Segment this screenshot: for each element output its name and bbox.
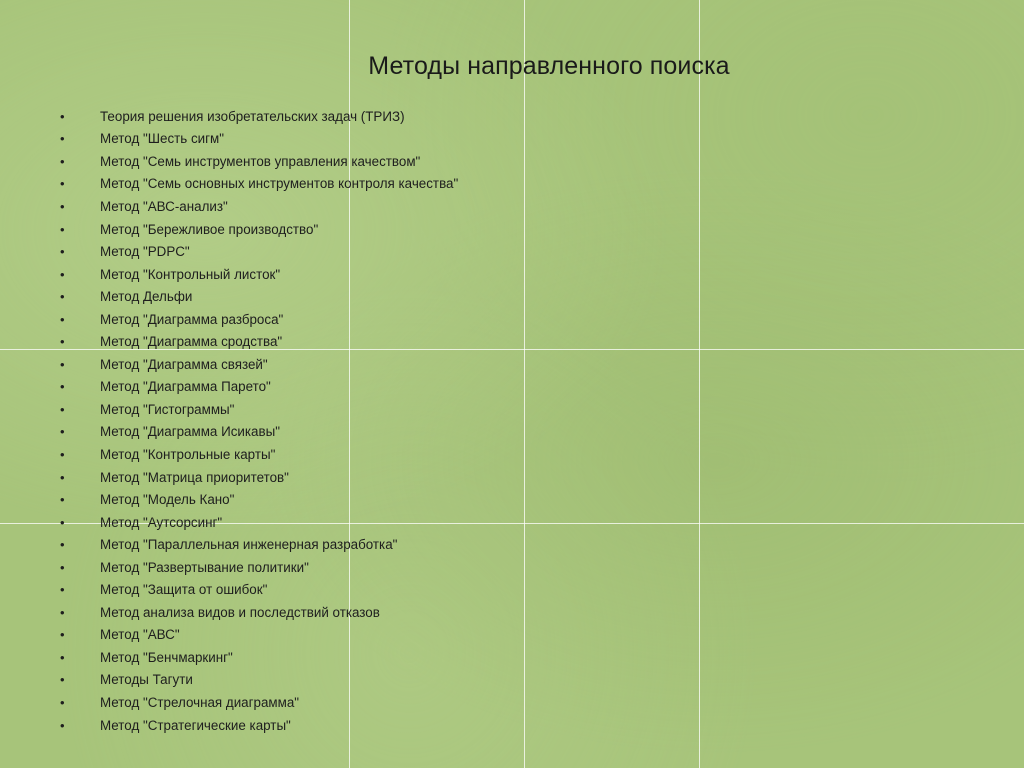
- list-item-text: Метод "Гистограммы": [100, 401, 235, 417]
- bullet-icon: •: [60, 492, 65, 508]
- list-item-text: Теория решения изобретательских задач (ТРИЗ): [100, 108, 405, 124]
- list-item-text: Метод "Диаграмма разброса": [100, 311, 284, 327]
- list-item: [60, 511, 458, 534]
- list-item-text: Метод "Бенчмаркинг": [100, 649, 233, 665]
- list-item: [60, 105, 458, 128]
- bullet-icon: •: [60, 356, 65, 372]
- list-item: [60, 240, 458, 263]
- list-item: [60, 308, 458, 331]
- list-item: [60, 376, 458, 399]
- list-item: [60, 150, 458, 173]
- list-item-text: Метод "Защита от ошибок": [100, 582, 268, 598]
- list-item-text: Метод "Бережливое производство": [100, 221, 319, 237]
- list-item-text: Метод "Аутсорсинг": [100, 514, 223, 530]
- list-item-text: Метод анализа видов и последствий отказов: [100, 604, 380, 620]
- bullet-icon: •: [60, 649, 65, 665]
- list-item-text: Метод "Семь основных инструментов контроля качества": [100, 176, 459, 192]
- bullet-icon: •: [60, 537, 65, 553]
- bullet-icon: •: [60, 108, 65, 124]
- list-item-text: Метод "Стрелочная диаграмма": [100, 694, 300, 710]
- list-item: [60, 669, 458, 692]
- list-item: [60, 218, 458, 241]
- bullet-icon: •: [60, 627, 65, 643]
- list-item-text: Метод "АВС": [100, 627, 180, 643]
- list-item-text: Метод "Диаграмма связей": [100, 356, 268, 372]
- list-item: [60, 195, 458, 218]
- bullet-icon: •: [60, 446, 65, 462]
- slide-title: Методы направленного поиска: [368, 52, 730, 80]
- bullet-icon: •: [60, 198, 65, 214]
- bullet-icon: •: [60, 379, 65, 395]
- list-item: [60, 128, 458, 151]
- bullet-icon: •: [60, 153, 65, 169]
- bullet-icon: •: [60, 604, 65, 620]
- bullet-icon: •: [60, 334, 65, 350]
- list-item: [60, 443, 458, 466]
- list-item-text: Метод "Шесть сигм": [100, 131, 224, 147]
- list-item: [60, 578, 458, 601]
- bullet-icon: •: [60, 694, 65, 710]
- list-item: [60, 691, 458, 714]
- list-item-text: Метод "АВС-анализ": [100, 198, 228, 214]
- bullet-icon: •: [60, 672, 65, 688]
- list-item-text: Метод "Матрица приоритетов": [100, 469, 289, 485]
- list-item: [60, 285, 458, 308]
- bullet-icon: •: [60, 559, 65, 575]
- list-item-text: Методы Тагути: [100, 672, 193, 688]
- bullet-icon: •: [60, 289, 65, 305]
- list-item-text: Метод "Семь инструментов управления качеством": [100, 153, 421, 169]
- list-item-text: Метод "Стратегические карты": [100, 717, 291, 733]
- bullet-icon: •: [60, 221, 65, 237]
- list-item: [60, 601, 458, 624]
- list-item-text: Метод "Контрольные карты": [100, 446, 276, 462]
- bullet-icon: •: [60, 311, 65, 327]
- list-item: [60, 556, 458, 579]
- methods-list: [60, 105, 458, 736]
- list-item: [60, 421, 458, 444]
- grid-line-vertical: [524, 0, 525, 768]
- list-item-text: Метод "PDPC": [100, 244, 190, 260]
- list-item-text: Метод "Диаграмма Исикавы": [100, 424, 280, 440]
- list-item-text: Метод Дельфи: [100, 289, 193, 305]
- list-item: [60, 533, 458, 556]
- bullet-icon: •: [60, 717, 65, 733]
- list-item: [60, 624, 458, 647]
- grid-line-vertical: [699, 0, 700, 768]
- list-item-text: Метод "Диаграмма Парето": [100, 379, 271, 395]
- list-item-text: Метод "Параллельная инженерная разработка": [100, 537, 398, 553]
- bullet-icon: •: [60, 514, 65, 530]
- list-item: [60, 488, 458, 511]
- list-item: [60, 173, 458, 196]
- list-item: [60, 353, 458, 376]
- list-item-text: Метод "Модель Кано": [100, 492, 235, 508]
- list-item: [60, 646, 458, 669]
- list-item: [60, 263, 458, 286]
- bullet-icon: •: [60, 176, 65, 192]
- list-item-text: Метод "Контрольный листок": [100, 266, 281, 282]
- bullet-icon: •: [60, 401, 65, 417]
- list-item: [60, 714, 458, 737]
- list-item-text: Метод "Диаграмма сродства": [100, 334, 283, 350]
- bullet-icon: •: [60, 469, 65, 485]
- bullet-icon: •: [60, 244, 65, 260]
- list-item-text: Метод "Развертывание политики": [100, 559, 309, 575]
- list-item: [60, 466, 458, 489]
- list-item: [60, 398, 458, 421]
- bullet-icon: •: [60, 266, 65, 282]
- bullet-icon: •: [60, 424, 65, 440]
- list-item: [60, 330, 458, 353]
- bullet-icon: •: [60, 131, 65, 147]
- bullet-icon: •: [60, 582, 65, 598]
